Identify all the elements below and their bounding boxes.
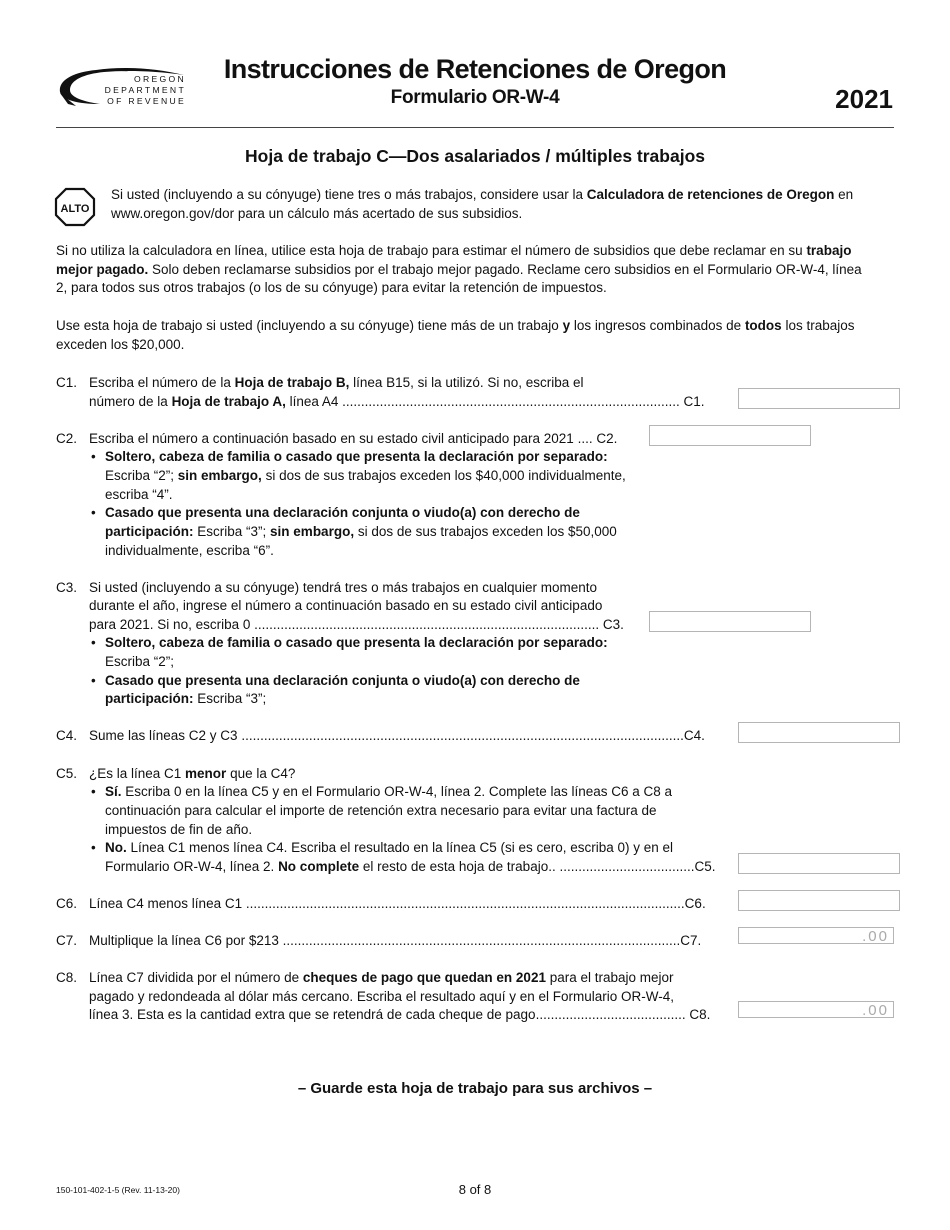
usage-text-a: Use esta hoja de trabajo si usted (incluyendo a su cónyuge) tiene más de un trabajo xyxy=(56,318,563,333)
line-c3-text-3: para 2021. Si no, escriba 0 ............................................................................................ C3. xyxy=(89,617,624,632)
c5-b2-l2b: No complete xyxy=(278,859,360,874)
c1-t1c: línea B15, si la utilizó. Si no, escriba el xyxy=(349,375,584,390)
c2-b2-bold2: participación: xyxy=(105,524,194,539)
line-c2-input[interactable] xyxy=(649,425,811,446)
form-code: 150-101-402-1-5 (Rev. 11-13-20) xyxy=(56,1185,180,1195)
line-c7-text: Multiplique la línea C6 por $213 ..........................................................................................................C7. xyxy=(89,933,702,948)
line-c4-text: Sume las líneas C2 y C3 ......................................................................................................................C4. xyxy=(89,728,705,743)
logo-line-1: OREGON xyxy=(134,74,186,84)
c2-b1-l2b: sin embargo, xyxy=(177,468,262,483)
line-c5-input[interactable] xyxy=(738,853,900,874)
c5-bullet-yes-l2: continuación para calcular el importe de retención extra necesario para evitar una factura de xyxy=(105,803,657,818)
usage-bold-1: y xyxy=(562,318,571,333)
c3-bullet-joint xyxy=(105,671,580,690)
c3-b1-bold: Soltero, cabeza de familia o casado que presenta la declaración por separado: xyxy=(105,635,608,650)
logo-line-2: DEPARTMENT xyxy=(104,85,186,95)
c5-b1-l1: Escriba 0 en la línea C5 y en el Formulario OR-W-4, línea 2. Complete las líneas C6 a C8 a xyxy=(121,784,673,799)
c5-b2-bold: No. xyxy=(105,840,127,855)
c5-bullet-no-l2 xyxy=(105,857,716,876)
line-c8-text-1 xyxy=(89,968,674,987)
c3-b2-l2: Escriba “3”; xyxy=(193,691,267,706)
c5-b2-l1: Línea C1 menos línea C4. Escriba el resultado en la línea C5 (si es cero, escriba 0) y en el xyxy=(126,840,674,855)
line-c1-text-1 xyxy=(89,373,583,392)
intro-bold-2: mejor pagado. xyxy=(56,261,149,277)
c2-b2-l2b: sin embargo, xyxy=(270,524,355,539)
stop-note-text-1: Si usted (incluyendo a su cónyuge) tiene tres o más trabajos, considere usar la xyxy=(111,187,587,202)
c8-l1b: cheques de pago que quedan en 2021 xyxy=(302,970,546,985)
line-c4-input[interactable] xyxy=(738,722,900,743)
line-c3-input[interactable] xyxy=(649,611,811,632)
c3-bullet-single xyxy=(105,633,608,652)
line-c6-text: Línea C4 menos línea C1 .....................................................................................................................C6. xyxy=(89,896,706,911)
c5-b2-l2a: Formulario OR-W-4, línea 2. xyxy=(105,859,279,874)
tax-year: 2021 xyxy=(835,84,893,114)
usage-text-b: los ingresos combinados de xyxy=(570,318,745,333)
form-subtitle: Formulario OR-W-4 xyxy=(390,87,560,108)
c5-b1-bold: Sí. xyxy=(105,784,122,799)
c2-bullet-joint xyxy=(105,503,580,522)
c5-l1b: menor xyxy=(185,766,227,781)
usage-text-d: exceden los $20,000. xyxy=(56,336,185,352)
line-c6-input[interactable] xyxy=(738,890,900,911)
usage-bold-2: todos xyxy=(744,318,782,333)
c3-b2-bold2: participación: xyxy=(105,691,194,706)
c7-cents: .00 xyxy=(862,928,889,945)
c2-bullet-single xyxy=(105,447,608,466)
c5-l1a: ¿Es la línea C1 xyxy=(89,766,186,781)
header-divider xyxy=(56,127,894,128)
line-c5-label: C5. xyxy=(56,766,78,781)
c1-t2c: línea A4 .......................................................................................... C1. xyxy=(285,394,705,409)
c3-b2-bold1: Casado que presenta una declaración conjunta o viudo(a) con derecho de xyxy=(105,673,580,688)
c2-b2-l2a: Escriba “3”; xyxy=(193,524,271,539)
line-c1-text-2 xyxy=(89,392,704,411)
stop-sign-label: ALTO xyxy=(60,203,90,215)
c1-t1b: Hoja de trabajo B, xyxy=(234,375,350,390)
c3-bullet-single-l2: Escriba “2”; xyxy=(105,654,175,669)
c2-bullet-single-l2 xyxy=(105,466,626,485)
stop-sign-icon xyxy=(54,187,96,227)
c8-cents: .00 xyxy=(862,1002,889,1019)
line-c3-text-2: durante el año, ingrese el número a continuación basado en su estado civil anticipado xyxy=(89,598,603,613)
keep-worksheet-note: – Guarde esta hoja de trabajo para sus archivos – xyxy=(297,1080,653,1097)
calculator-name: Calculadora de retenciones de Oregon xyxy=(586,187,835,202)
intro-bold-1: trabajo xyxy=(806,243,852,258)
c2-b2-bold1: Casado que presenta una declaración conjunta o viudo(a) con derecho de xyxy=(105,505,580,520)
usage-text-c: los trabajos xyxy=(781,318,855,333)
line-c1-label: C1. xyxy=(56,375,78,390)
c5-l1c: que la C4? xyxy=(226,766,296,781)
usage-paragraph xyxy=(56,317,896,354)
c5-bullet-yes xyxy=(105,782,672,801)
intro-text-c: 2, para todos sus otros trabajos (o los de su cónyuge) para evitar la retención de impuestos. xyxy=(56,280,607,295)
intro-text-b: Solo deben reclamarse subsidios por el trabajo mejor pagado. Reclame cero subsidios en el Formulario OR-W-4, línea xyxy=(148,261,862,277)
line-c8-text-3: línea 3. Esta es la cantidad extra que se retendrá de cada cheque de pago........................................ C8. xyxy=(89,1007,711,1022)
line-c8-label: C8. xyxy=(56,970,78,985)
intro-paragraph xyxy=(56,242,896,298)
page-number: 8 of 8 xyxy=(458,1182,492,1197)
page-title: Instrucciones de Retenciones de Oregon xyxy=(223,54,727,84)
c8-l1a: Línea C7 dividida por el número de xyxy=(89,970,303,985)
c2-bullet-joint-l3: individualmente, escriba “6”. xyxy=(105,543,274,558)
line-c3-label: C3. xyxy=(56,580,78,595)
c5-bullet-yes-l3: impuestos de fin de año. xyxy=(105,822,253,837)
line-c6-label: C6. xyxy=(56,896,78,911)
stop-note-text-2: en xyxy=(834,187,854,202)
intro-text-a: Si no utiliza la calculadora en línea, utilice esta hoja de trabajo para estimar el número de subsidios que debe reclamar en su xyxy=(56,243,807,258)
c8-l1c: para el trabajo mejor xyxy=(545,970,674,985)
line-c4-label: C4. xyxy=(56,728,78,743)
line-c8-text-2: pagado y redondeada al dólar más cercano. Escriba el resultado aquí y en el Formulario OR-W-4, xyxy=(89,989,675,1004)
c1-t1a: Escriba el número de la xyxy=(89,375,235,390)
line-c7-label: C7. xyxy=(56,933,78,948)
c3-bullet-joint-l2 xyxy=(105,689,266,708)
line-c1-input[interactable] xyxy=(738,388,900,409)
stop-note xyxy=(111,186,901,223)
c1-t2a: número de la xyxy=(89,394,172,409)
c2-b1-l2c: si dos de sus trabajos exceden los $40,000 individualmente, xyxy=(261,468,626,483)
c1-t2b: Hoja de trabajo A, xyxy=(171,394,286,409)
c2-bullet-single-l3: escriba “4”. xyxy=(105,487,173,502)
logo-line-3: OF REVENUE xyxy=(107,96,186,106)
line-c8-input[interactable] xyxy=(738,1001,894,1018)
c2-b2-l2c: si dos de sus trabajos exceden los $50,000 xyxy=(354,524,617,539)
c2-b1-l2a: Escriba “2”; xyxy=(105,468,178,483)
c5-bullet-no xyxy=(105,838,673,857)
worksheet-title: Hoja de trabajo C—Dos asalariados / múltiples trabajos xyxy=(245,146,705,166)
line-c2-text-1: Escriba el número a continuación basado en su estado civil anticipado para 2021 .... C2. xyxy=(89,431,618,446)
stop-note-line-2: www.oregon.gov/dor para un cálculo más acertado de sus subsidios. xyxy=(111,205,523,221)
line-c5-text-1 xyxy=(89,764,295,783)
line-c3-text-1: Si usted (incluyendo a su cónyuge) tendrá tres o más trabajos en cualquier momento xyxy=(89,580,598,595)
line-c7-input[interactable] xyxy=(738,927,894,944)
c5-b2-l2c: el resto de esta hoja de trabajo.. ....................................C5. xyxy=(359,859,716,874)
c2-bullet-joint-l2 xyxy=(105,522,617,541)
c2-b1-bold: Soltero, cabeza de familia o casado que presenta la declaración por separado: xyxy=(105,449,608,464)
line-c2-label: C2. xyxy=(56,431,78,446)
